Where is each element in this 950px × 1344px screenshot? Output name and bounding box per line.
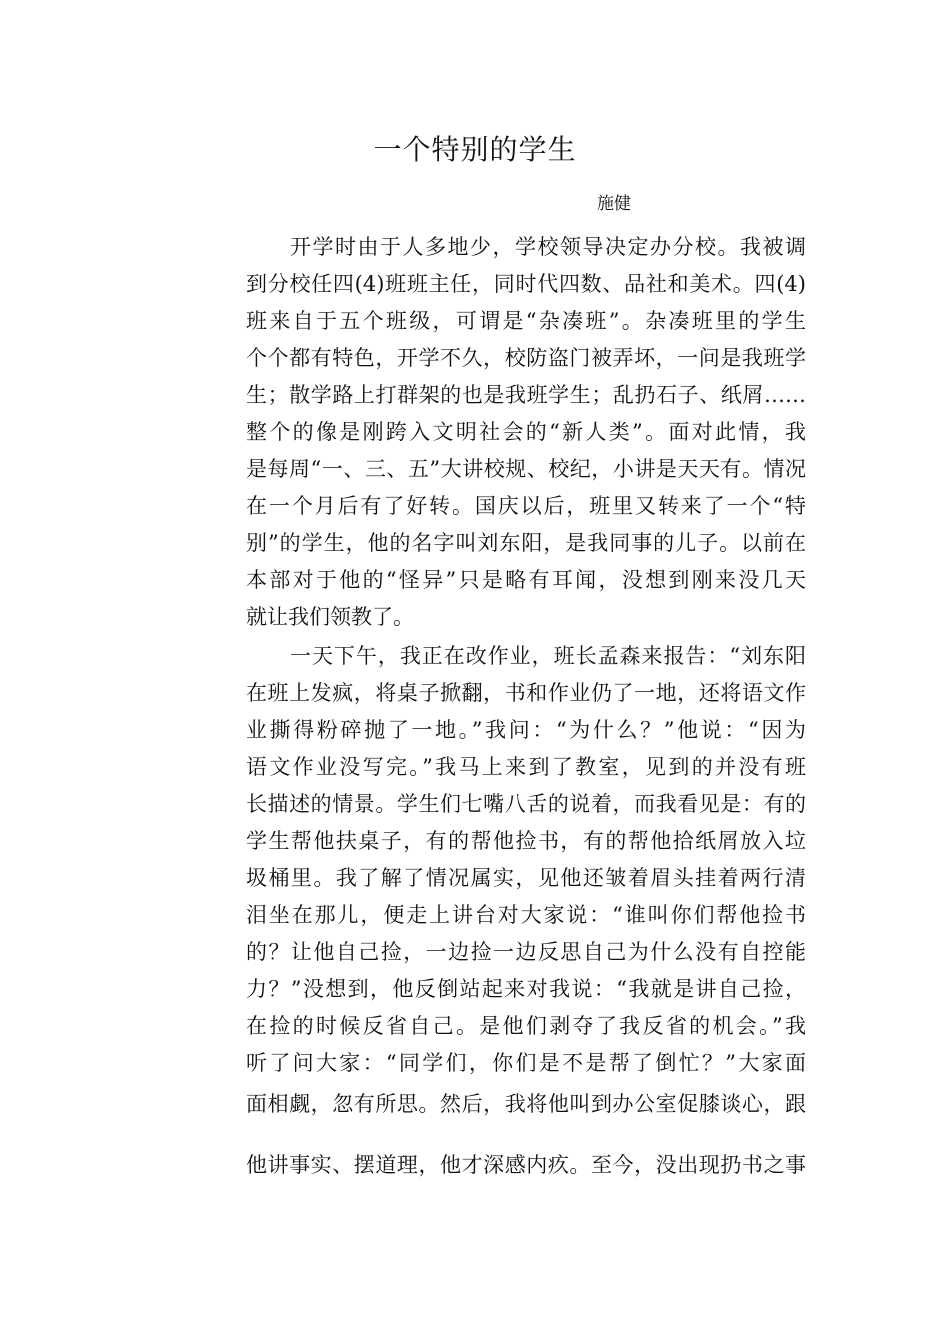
paragraph-line: 整个的像是刚跨入文明社会的“新人类”。面对此情，我	[246, 420, 806, 444]
paragraph-line: 就让我们领教了。	[246, 605, 414, 629]
paragraph-line: 班来自于五个班级，可谓是“杂凑班”。杂凑班里的学生	[246, 309, 806, 333]
paragraph-line: 听了问大家：“同学们，你们是不是帮了倒忙？”大家面	[246, 1051, 806, 1075]
paragraph-line: 在班上发疯，将桌子掀翻，书和作业仍了一地，还将语文作	[246, 681, 806, 705]
paragraph-line: 业撕得粉碎抛了一地。”我问：“为什么？”他说：“因为	[246, 718, 806, 742]
paragraph-line: 个个都有特色，开学不久，校防盗门被弄坏，一问是我班学	[246, 346, 806, 370]
paragraph-line: 生；散学路上打群架的也是我班学生；乱扔石子、纸屑……	[246, 383, 806, 407]
paragraph-line: 学生帮他扶桌子，有的帮他捡书，有的帮他拾纸屑放入垃	[246, 829, 806, 853]
paragraph-line: 到分校任四(4)班班主任，同时代四数、品社和美术。四(4)	[246, 272, 806, 296]
paragraph-line: 开学时由于人多地少，学校领导决定办分校。我被调	[290, 235, 806, 259]
paragraph-line: 别”的学生，他的名字叫刘东阳，是我同事的儿子。以前在	[246, 531, 806, 555]
paragraph-line: 力？”没想到，他反倒站起来对我说：“我就是讲自己捡，	[246, 977, 806, 1001]
paragraph-line: 在一个月后有了好转。国庆以后，班里又转来了一个“特	[246, 494, 806, 518]
paragraph-line: 是每周“一、三、五”大讲校规、校纪，小讲是天天有。情况	[246, 457, 806, 481]
paragraph-line: 本部对于他的“怪异”只是略有耳闻，没想到刚来没几天	[246, 568, 806, 592]
paragraph-line: 泪坐在那儿，便走上讲台对大家说：“谁叫你们帮他捡书	[246, 903, 806, 927]
document-title: 一个特别的学生	[373, 133, 577, 166]
paragraph-line: 在捡的时候反省自己。是他们剥夺了我反省的机会。”我	[246, 1014, 806, 1038]
paragraph-line: 他讲事实、摆道理，他才深感内疚。至今，没出现扔书之事	[246, 1153, 806, 1177]
paragraph-line: 的？让他自己捡，一边捡一边反思自己为什么没有自控能	[246, 940, 806, 964]
paragraph-line: 语文作业没写完。”我马上来到了教室，见到的并没有班	[246, 755, 806, 779]
paragraph-line: 长描述的情景。学生们七嘴八舌的说着，而我看见是：有的	[246, 792, 806, 816]
paragraph-line: 面相觑，忽有所思。然后，我将他叫到办公室促膝谈心，跟	[246, 1092, 806, 1116]
document-author: 施健	[597, 194, 631, 214]
paragraph-line: 一天下午，我正在改作业，班长孟森来报告：“刘东阳	[290, 644, 806, 668]
paragraph-line: 圾桶里。我了解了情况属实，见他还皱着眉头挂着两行清	[246, 866, 806, 890]
